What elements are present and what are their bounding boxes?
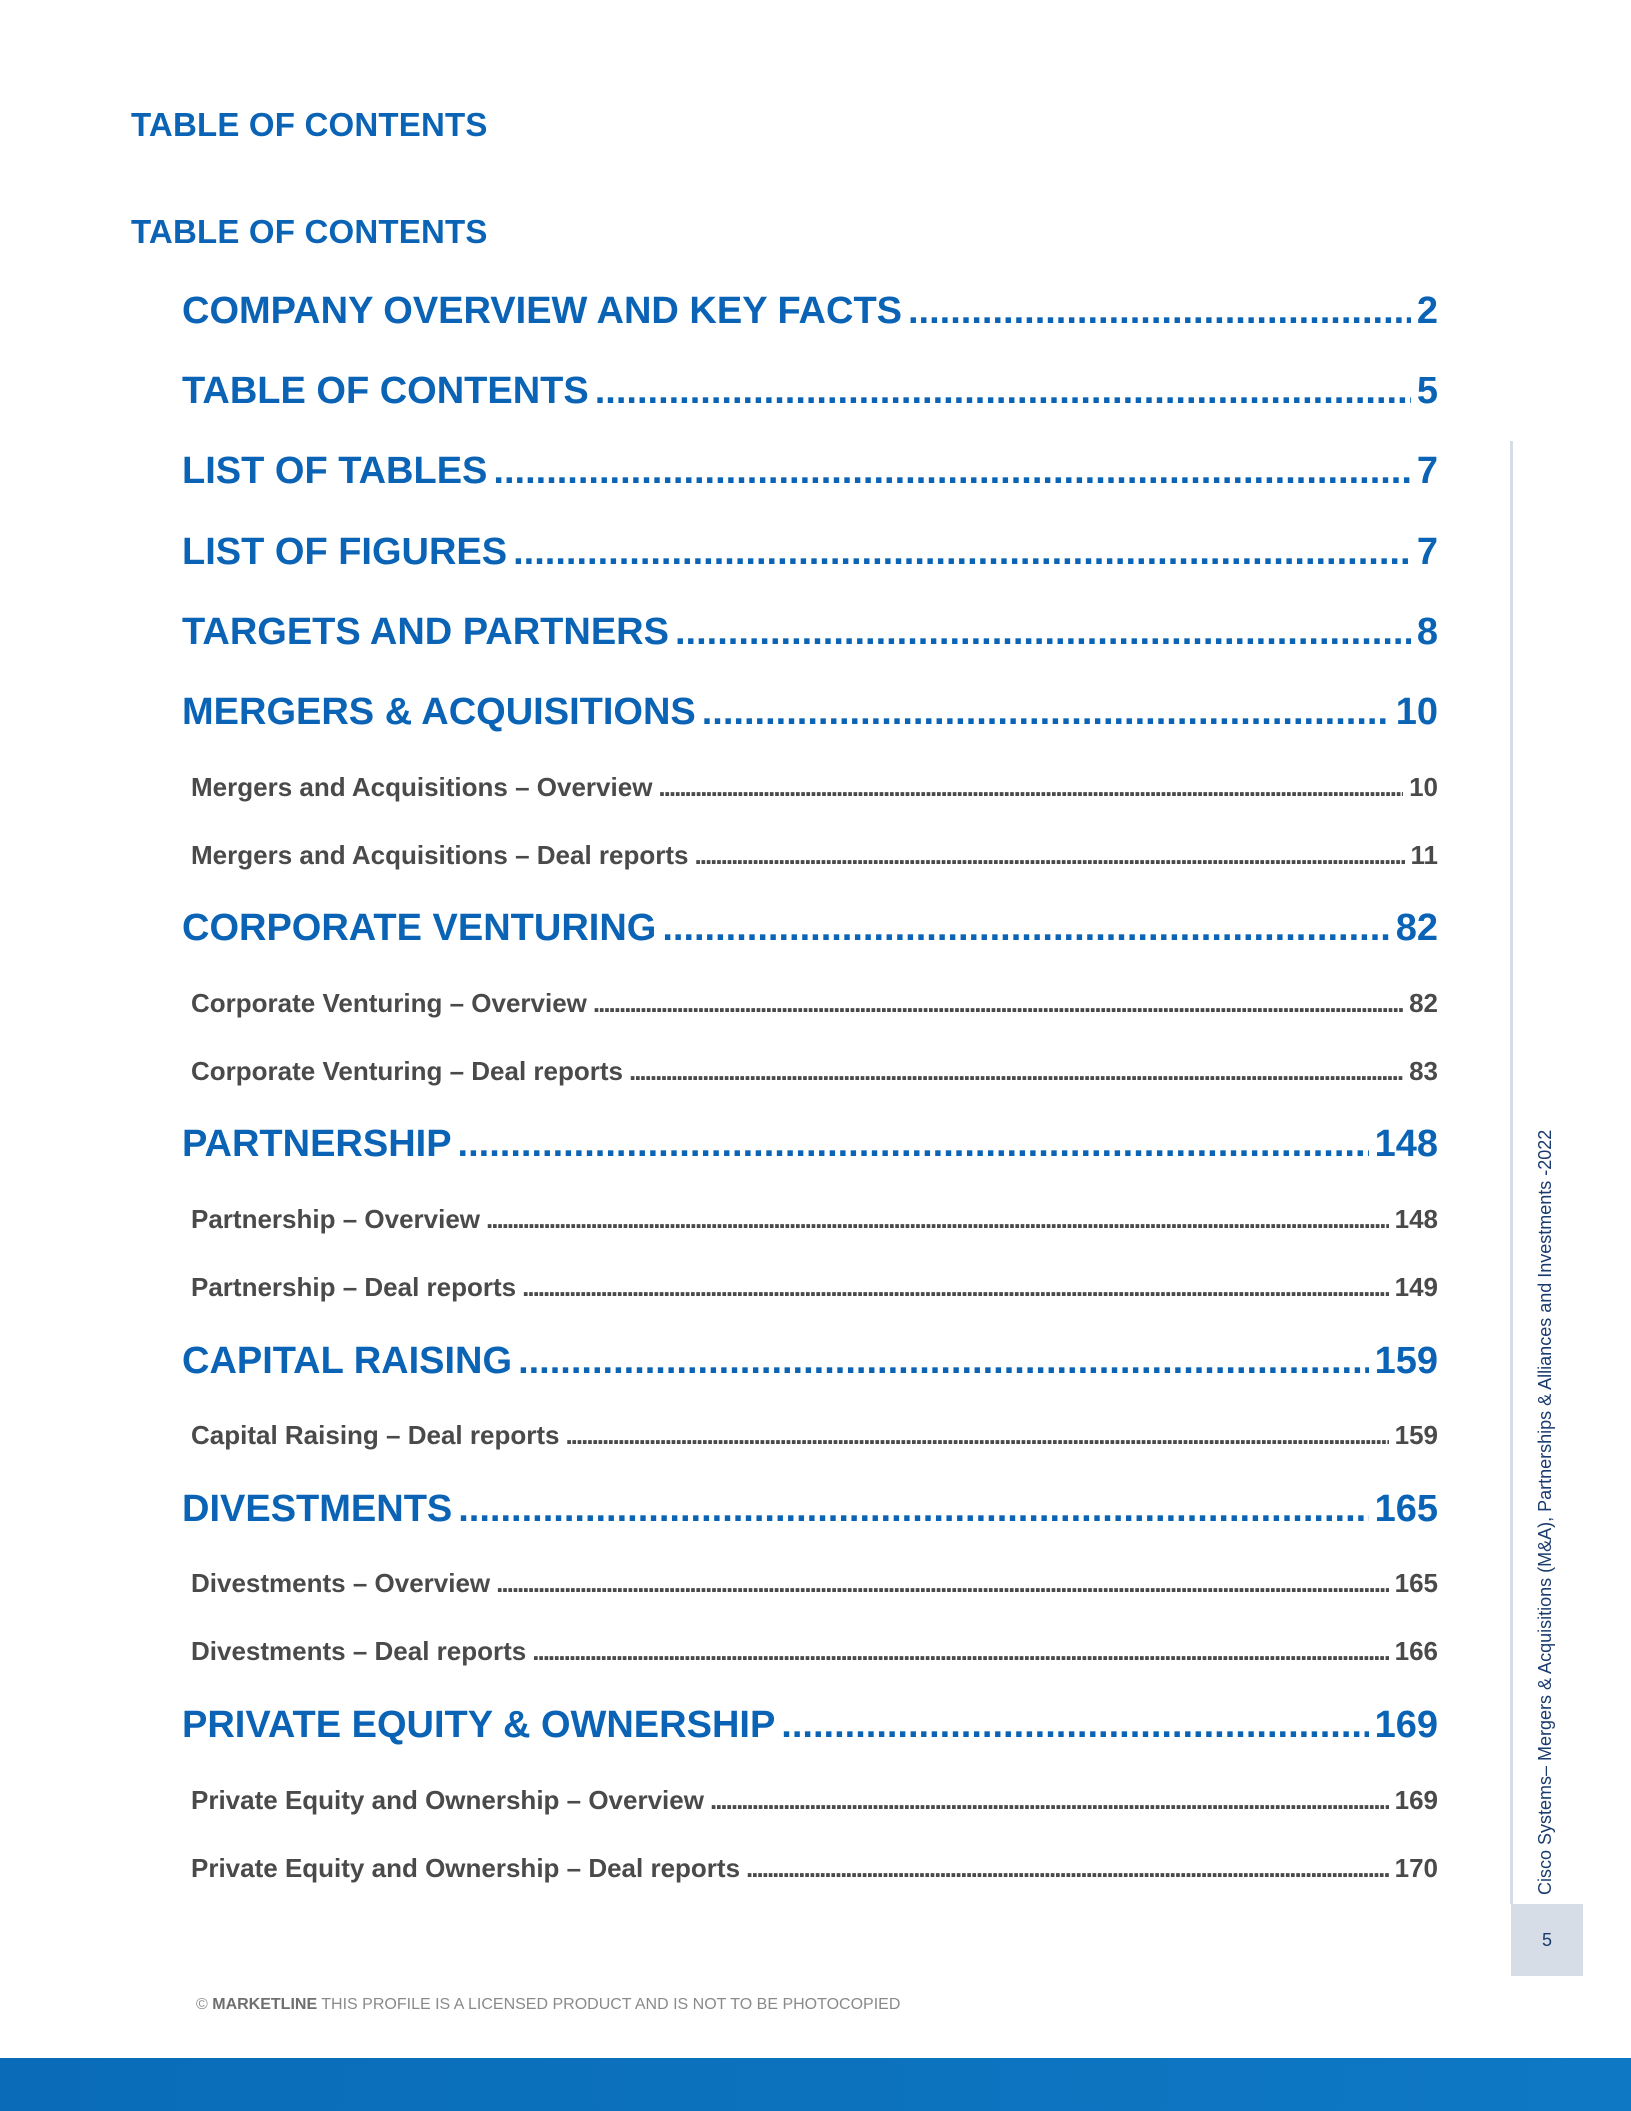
toc-subentry-capital-raising-deal-reports[interactable] (191, 1420, 1438, 1451)
toc-entry-label: CAPITAL RAISING (182, 1340, 513, 1382)
toc-leader-dots (629, 1056, 1403, 1087)
toc-entry-label: LIST OF FIGURES (182, 531, 508, 573)
toc-entry-page: 159 (1374, 1340, 1438, 1382)
toc-leader-dots (458, 1488, 1368, 1531)
toc-subentry-cv-deal-reports[interactable] (191, 1056, 1438, 1087)
toc-entry-label: TARGETS AND PARTNERS (182, 611, 669, 653)
toc-entry-page: 11 (1410, 840, 1438, 870)
toc-entry-page: 165 (1374, 1488, 1438, 1530)
toc-entry-page: 8 (1416, 611, 1438, 653)
toc-entry-page: 166 (1394, 1636, 1438, 1666)
toc-entry-corporate-venturing[interactable] (182, 907, 1438, 950)
toc-entry-page: 165 (1394, 1568, 1438, 1598)
toc-leader-dots (493, 450, 1410, 493)
toc-entry-page: 5 (1416, 370, 1438, 412)
toc-subentry-cv-overview[interactable] (191, 988, 1438, 1019)
toc-subentry-pe-overview[interactable] (191, 1785, 1438, 1816)
toc-entry-capital-raising[interactable] (182, 1340, 1438, 1383)
toc-leader-dots (710, 1785, 1389, 1816)
toc-entry-list-of-tables[interactable] (182, 450, 1438, 493)
toc-entry-page: 2 (1416, 290, 1438, 332)
toc-leader-dots (532, 1636, 1388, 1667)
toc-entry-page: 10 (1409, 772, 1438, 802)
toc-entry-label: MERGERS & ACQUISITIONS (182, 691, 696, 733)
toc-entry-page: 7 (1416, 450, 1438, 492)
toc-leader-dots (908, 290, 1411, 333)
toc-entry-label: Private Equity and Ownership – Deal reports (191, 1853, 741, 1883)
toc-leader-dots (695, 840, 1405, 871)
toc-subentry-divestments-overview[interactable] (191, 1568, 1438, 1599)
copyright-symbol: © (196, 1996, 213, 2013)
toc-entry-label: LIST OF TABLES (182, 450, 488, 492)
toc-subentry-partnership-overview[interactable] (191, 1204, 1438, 1235)
toc-entry-page: 82 (1409, 988, 1438, 1018)
toc-leader-dots (513, 531, 1411, 574)
toc-entry-label: Divestments – Overview (191, 1568, 491, 1598)
toc-entry-label: Capital Raising – Deal reports (191, 1420, 560, 1450)
toc-entry-page: 159 (1394, 1420, 1438, 1450)
toc-entry-label: Private Equity and Ownership – Overview (191, 1785, 704, 1815)
page-heading: TABLE OF CONTENTS (131, 106, 488, 143)
toc-entry-page: 82 (1395, 907, 1438, 949)
toc-leader-dots (675, 611, 1411, 654)
toc-entry-label: PRIVATE EQUITY & OWNERSHIP (182, 1704, 776, 1746)
toc-entry-page: 148 (1394, 1204, 1438, 1234)
toc-leader-dots (658, 772, 1403, 803)
toc-entry-label: Corporate Venturing – Overview (191, 988, 587, 1018)
toc-subentry-ma-deal-reports[interactable] (191, 840, 1438, 871)
toc-entry-page: 169 (1394, 1785, 1438, 1815)
footer-notice-text: THIS PROFILE IS A LICENSED PRODUCT AND IS NOT TO BE PHOTOCOPIED (317, 1996, 901, 2013)
toc-leader-dots (662, 907, 1389, 950)
toc-leader-dots (593, 988, 1403, 1019)
toc-entry-label: TABLE OF CONTENTS (182, 370, 589, 412)
toc-entry-list-of-figures[interactable] (182, 531, 1438, 574)
page-number: 5 (1541, 1929, 1552, 1950)
toc-entry-label: DIVESTMENTS (182, 1488, 453, 1530)
toc-entry-label: Partnership – Overview (191, 1204, 481, 1234)
toc-entry-label: Mergers and Acquisitions – Deal reports (191, 840, 689, 870)
toc-entry-label: PARTNERSHIP (182, 1123, 452, 1165)
toc-subentry-divestments-deal-reports[interactable] (191, 1636, 1438, 1667)
toc-leader-dots (565, 1420, 1388, 1451)
toc-subentry-partnership-deal-reports[interactable] (191, 1272, 1438, 1303)
toc-leader-dots (595, 370, 1411, 413)
toc-leader-dots (746, 1853, 1389, 1884)
toc-entry-page: 148 (1374, 1123, 1438, 1165)
side-divider (1510, 441, 1513, 1904)
toc-entry-page: 170 (1394, 1853, 1438, 1883)
toc-entry-label: Corporate Venturing – Deal reports (191, 1056, 623, 1086)
toc-entry-label: Divestments – Deal reports (191, 1636, 527, 1666)
toc-entry-targets-and-partners[interactable] (182, 611, 1438, 654)
toc-subentry-pe-deal-reports[interactable] (191, 1853, 1438, 1884)
page-number-box (1511, 1904, 1583, 1976)
toc-entry-page: 7 (1416, 531, 1438, 573)
toc-leader-dots (702, 691, 1390, 734)
toc-entry-page: 10 (1395, 691, 1438, 733)
side-report-title: Cisco Systems– Mergers & Acquisitions (M&A), Partnerships & Alliances and Investments -2022 (1535, 1129, 1555, 1895)
toc-entry-label: Mergers and Acquisitions – Overview (191, 772, 653, 802)
toc-entry-divestments[interactable] (182, 1488, 1438, 1531)
toc-entry-page: 83 (1409, 1056, 1438, 1086)
toc-entry-label: Partnership – Deal reports (191, 1272, 517, 1302)
toc-entry-label: COMPANY OVERVIEW AND KEY FACTS (182, 290, 902, 332)
toc-entry-page: 169 (1374, 1704, 1438, 1746)
toc-leader-dots (522, 1272, 1388, 1303)
footer-notice (196, 1996, 900, 2014)
toc-entry-private-equity-ownership[interactable] (182, 1704, 1438, 1747)
toc-entry-partnership[interactable] (182, 1123, 1438, 1166)
toc-leader-dots (781, 1704, 1368, 1747)
toc-heading: TABLE OF CONTENTS (131, 213, 488, 250)
toc-leader-dots (458, 1123, 1369, 1166)
toc-entry-mergers-acquisitions[interactable] (182, 691, 1438, 734)
toc-subentry-ma-overview[interactable] (191, 772, 1438, 803)
toc-entry-company-overview[interactable] (182, 290, 1438, 333)
toc-entry-page: 149 (1394, 1272, 1438, 1302)
toc-leader-dots (486, 1204, 1389, 1235)
toc-entry-table-of-contents[interactable] (182, 370, 1438, 413)
footer-bar (0, 2058, 1631, 2111)
toc-leader-dots (496, 1568, 1388, 1599)
footer-brand: MARKETLINE (212, 1996, 318, 2013)
toc-leader-dots (518, 1340, 1369, 1383)
toc-entry-label: CORPORATE VENTURING (182, 907, 657, 949)
